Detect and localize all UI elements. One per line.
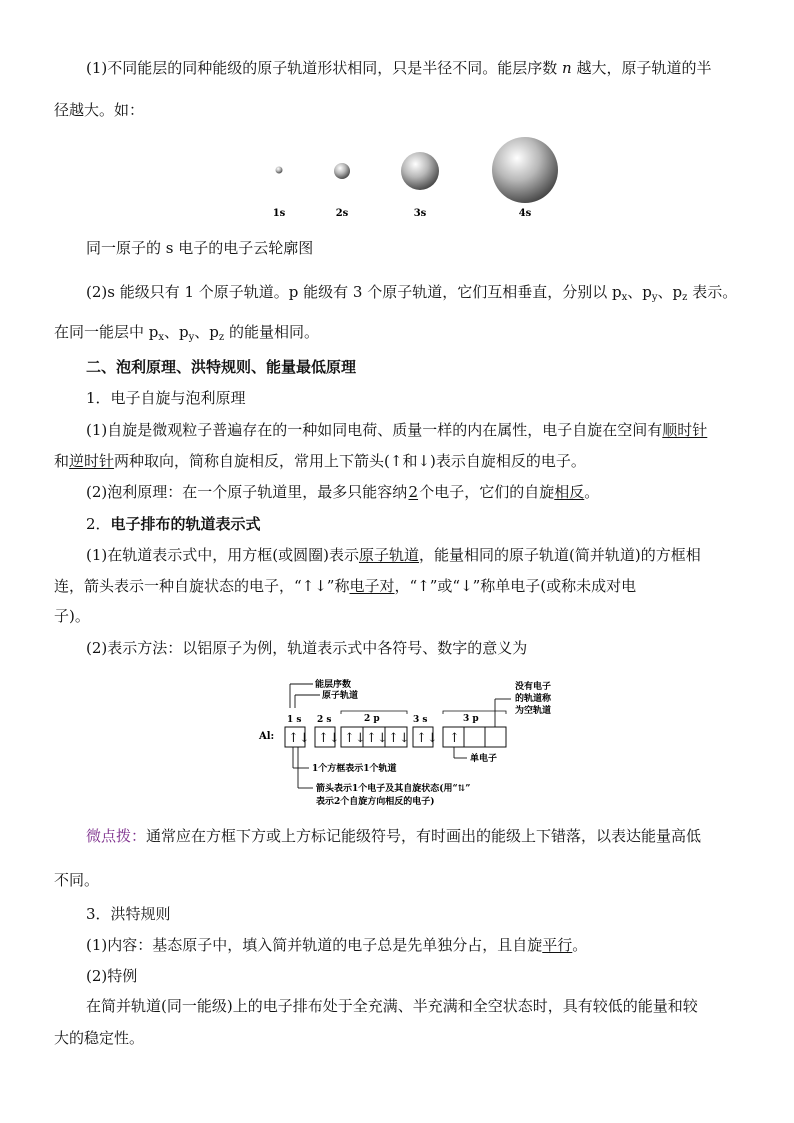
orbital-label-2s: 2 s <box>317 715 332 725</box>
svg-text:↑↓: ↑↓ <box>288 731 310 746</box>
sphere-1s <box>276 167 283 174</box>
para-p-orbitals-cont: 在同一能层中 $p_x$、$p_y$、$p_z$ 的能量相同。 <box>54 323 319 343</box>
para-special-cases: (2)特例 <box>86 967 138 985</box>
svg-text:↑↓: ↑↓ <box>344 731 366 746</box>
sphere-label: 2s <box>335 208 349 219</box>
label-shell-number: 能层序数 <box>315 680 352 690</box>
sphere-3s <box>401 152 439 190</box>
sphere-4s <box>492 137 558 203</box>
para-orbital-radius: (1)不同能层的同种能级的原子轨道形状相同，只是半径不同。能层序数 n 越大，原子轨道的半 <box>86 59 712 77</box>
para-p-orbitals: (2)s 能级只有 1 个原子轨道。p 能级有 3 个原子轨道，它们互相垂直，分别以 $p_x$、$p_y$、$p_z$ 表示。 <box>86 283 738 303</box>
sphere-2s <box>334 163 350 179</box>
orbital-label-1s: 1 s <box>287 715 302 725</box>
sphere-label: 1s <box>272 208 286 219</box>
svg-text:↑: ↑ <box>449 731 460 746</box>
svg-text:↑↓: ↑↓ <box>318 731 340 746</box>
para-orbital-radius-cont: 径越大。如： <box>54 101 145 119</box>
element-label: Al: <box>259 731 275 742</box>
orbital-label-2p: 2 p <box>364 714 380 724</box>
figure-caption: 同一原子的 s 电子的电子云轮廓图 <box>86 239 314 257</box>
para-spin: (1)自旋是微观粒子普遍存在的一种如同电荷、质量一样的内在属性，电子自旋在空间有顺时针 <box>86 421 708 439</box>
label-empty-orbital: 没有电子 <box>515 682 552 692</box>
para-hund-content: (1)内容：基态原子中，填入简并轨道的电子总是先单独分占，且自旋平行。 <box>86 936 588 954</box>
section-heading: 二、泡利原理、洪特规则、能量最低原理 <box>86 358 357 376</box>
tip-note-cont: 不同。 <box>54 871 100 889</box>
tip-label: 微点拨： <box>86 827 147 845</box>
label-empty-orbital: 的轨道称 <box>515 694 552 704</box>
svg-text:↑↓: ↑↓ <box>416 731 438 746</box>
aluminum-orbital-diagram <box>255 672 575 812</box>
subsection-heading-spin: 1．电子自旋与泡利原理 <box>86 389 246 407</box>
label-box-meaning: 1个方框表示1个轨道 <box>312 764 397 774</box>
svg-text:↑↓: ↑↓ <box>388 731 410 746</box>
tip-note: 微点拨：通常应在方框下方或上方标记能级符号，有时画出的能级上下错落，以表达能量高低 <box>86 827 702 845</box>
para-notation-method: (2)表示方法：以铝原子为例，轨道表示式中各符号、数字的意义为 <box>86 639 528 657</box>
orbital-label-3s: 3 s <box>413 715 428 725</box>
para-pauli: (2)泡利原理：在一个原子轨道里，最多只能容纳2个电子，它们的自旋相反。 <box>86 483 600 501</box>
para-orbital-diagram: (1)在轨道表示式中，用方框(或圆圈)表示原子轨道，能量相同的原子轨道(简并轨道)的方框相 <box>86 546 701 564</box>
label-atomic-orbital: 原子轨道 <box>322 691 359 701</box>
para-spin-cont: 和逆时针两种取向，简称自旋相反，常用上下箭头(↑和↓)表示自旋相反的电子。 <box>54 452 586 470</box>
svg-text:↑↓: ↑↓ <box>366 731 388 746</box>
subsection-heading-hund: 3．洪特规则 <box>86 905 171 923</box>
para-stability-cont: 大的稳定性。 <box>54 1029 145 1047</box>
para-stability: 在简并轨道(同一能级)上的电子排布处于全充满、半充满和全空状态时，具有较低的能量和较 <box>86 997 698 1015</box>
orbital-label-3p: 3 p <box>463 714 479 724</box>
para-orbital-diagram-end: 子)。 <box>54 607 90 625</box>
sphere-label: 3s <box>413 208 427 219</box>
label-arrow-meaning: 箭头表示1个电子及其自旋状态(用“⇅” <box>316 784 471 794</box>
label-single-electron: 单电子 <box>470 754 498 764</box>
label-arrow-meaning: 表示2个自旋方向相反的电子) <box>316 797 435 807</box>
subsection-heading-diagram: 2．电子排布的轨道表示式 <box>86 515 261 533</box>
sphere-label: 4s <box>518 208 532 219</box>
para-orbital-diagram-cont: 连，箭头表示一种自旋状态的电子，“↑↓”称电子对，“↑”或“↓”称单电子(或称未成对电 <box>54 577 637 595</box>
s-orbital-spheres-figure <box>260 132 580 222</box>
label-empty-orbital: 为空轨道 <box>515 706 552 716</box>
